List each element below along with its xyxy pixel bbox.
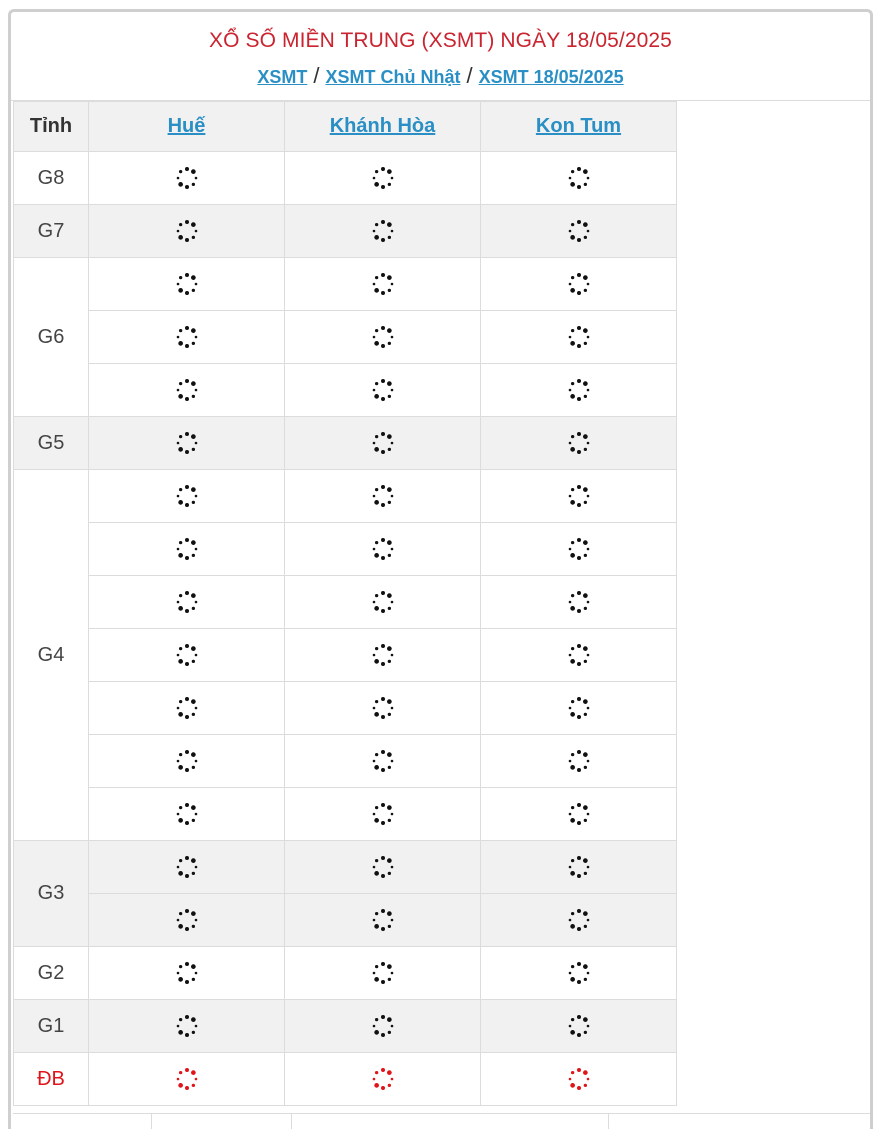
prize-label: ĐB (14, 1053, 89, 1106)
loading-spinner-icon (566, 748, 592, 774)
loading-spinner-icon (174, 695, 200, 721)
loading-spinner-icon (370, 748, 396, 774)
loading-spinner-icon (370, 165, 396, 191)
result-cell-hue (89, 205, 285, 258)
loading-spinner-icon (566, 324, 592, 350)
loading-spinner-icon (566, 801, 592, 827)
result-cell-kon-tum (481, 417, 677, 470)
results-table (13, 101, 677, 1106)
page-title: XỔ SỐ MIỀN TRUNG (XSMT) NGÀY 18/05/2025 (209, 29, 672, 52)
result-cell-kon-tum (481, 152, 677, 205)
prize-label: G6 (14, 258, 89, 417)
table-row (14, 894, 677, 947)
result-cell-khanh-hoa (285, 311, 481, 364)
loading-spinner-icon (174, 483, 200, 509)
loading-spinner-icon (370, 483, 396, 509)
loading-spinner-icon (174, 1013, 200, 1039)
result-cell-khanh-hoa (285, 682, 481, 735)
result-cell-hue (89, 258, 285, 311)
result-cell-kon-tum (481, 735, 677, 788)
result-cell-khanh-hoa (285, 258, 481, 311)
table-row (14, 470, 677, 523)
column-header-hue (89, 102, 285, 152)
result-cell-khanh-hoa (285, 629, 481, 682)
loading-spinner-icon (566, 483, 592, 509)
table-row (14, 788, 677, 841)
result-cell-kon-tum (481, 576, 677, 629)
loading-spinner-icon (174, 377, 200, 403)
result-cell-kon-tum (481, 523, 677, 576)
result-cell-hue (89, 788, 285, 841)
loading-spinner-icon (566, 218, 592, 244)
result-cell-kon-tum (481, 258, 677, 311)
result-cell-kon-tum (481, 311, 677, 364)
breadcrumb-link-xsmt[interactable]: XSMT (257, 67, 308, 87)
result-cell-kon-tum (481, 841, 677, 894)
table-row (14, 523, 677, 576)
breadcrumb (11, 64, 870, 89)
loading-spinner-icon (370, 642, 396, 668)
loading-spinner-icon (174, 589, 200, 615)
loading-spinner-icon (370, 1066, 396, 1092)
result-cell-khanh-hoa (285, 788, 481, 841)
loading-spinner-icon (566, 907, 592, 933)
next-table-edge (13, 1113, 873, 1129)
result-cell-hue (89, 1053, 285, 1106)
loading-spinner-icon (174, 165, 200, 191)
loading-spinner-icon (566, 377, 592, 403)
breadcrumb-separator: / (313, 63, 320, 88)
table-row (14, 205, 677, 258)
result-cell-kon-tum (481, 470, 677, 523)
province-link-kon-tum[interactable]: Kon Tum (535, 115, 622, 137)
results-header (11, 12, 870, 101)
result-cell-hue (89, 311, 285, 364)
loading-spinner-icon (566, 960, 592, 986)
loading-spinner-icon (566, 589, 592, 615)
prize-label: G3 (14, 841, 89, 947)
loading-spinner-icon (370, 907, 396, 933)
result-cell-kon-tum (481, 894, 677, 947)
result-cell-kon-tum (481, 364, 677, 417)
table-row (14, 364, 677, 417)
result-cell-kon-tum (481, 1053, 677, 1106)
loading-spinner-icon (370, 430, 396, 456)
loading-spinner-icon (370, 271, 396, 297)
result-cell-hue (89, 364, 285, 417)
result-cell-hue (89, 629, 285, 682)
result-cell-khanh-hoa (285, 735, 481, 788)
breadcrumb-separator: / (466, 63, 473, 88)
loading-spinner-icon (174, 960, 200, 986)
result-cell-hue (89, 470, 285, 523)
loading-spinner-icon (370, 801, 396, 827)
result-cell-kon-tum (481, 947, 677, 1000)
prize-label: G2 (14, 947, 89, 1000)
loading-spinner-icon (370, 324, 396, 350)
breadcrumb-link-xsmt-date[interactable]: XSMT 18/05/2025 (478, 67, 624, 87)
result-cell-khanh-hoa (285, 523, 481, 576)
loading-spinner-icon (174, 801, 200, 827)
table-row (14, 576, 677, 629)
result-cell-khanh-hoa (285, 1000, 481, 1053)
province-link-hue[interactable]: Huế (167, 115, 206, 137)
result-cell-hue (89, 523, 285, 576)
table-row (14, 841, 677, 894)
table-row (14, 735, 677, 788)
table-row (14, 1053, 677, 1106)
results-body (14, 152, 677, 1106)
loading-spinner-icon (566, 430, 592, 456)
results-panel (8, 9, 873, 1129)
loading-spinner-icon (370, 536, 396, 562)
result-cell-kon-tum (481, 682, 677, 735)
loading-spinner-icon (174, 1066, 200, 1092)
result-cell-khanh-hoa (285, 470, 481, 523)
table-row (14, 311, 677, 364)
result-cell-hue (89, 152, 285, 205)
result-cell-khanh-hoa (285, 894, 481, 947)
prize-label: G7 (14, 205, 89, 258)
loading-spinner-icon (370, 218, 396, 244)
result-cell-hue (89, 947, 285, 1000)
loading-spinner-icon (174, 430, 200, 456)
result-cell-khanh-hoa (285, 947, 481, 1000)
loading-spinner-icon (566, 854, 592, 880)
result-cell-hue (89, 735, 285, 788)
loading-spinner-icon (370, 695, 396, 721)
table-row (14, 417, 677, 470)
loading-spinner-icon (174, 218, 200, 244)
result-cell-khanh-hoa (285, 1053, 481, 1106)
table-row (14, 947, 677, 1000)
result-cell-kon-tum (481, 205, 677, 258)
loading-spinner-icon (566, 1066, 592, 1092)
loading-spinner-icon (370, 377, 396, 403)
prize-label: G4 (14, 470, 89, 841)
divider (291, 1114, 292, 1129)
loading-spinner-icon (566, 642, 592, 668)
result-cell-hue (89, 841, 285, 894)
table-row (14, 152, 677, 205)
loading-spinner-icon (370, 960, 396, 986)
loading-spinner-icon (566, 536, 592, 562)
loading-spinner-icon (370, 854, 396, 880)
loading-spinner-icon (370, 1013, 396, 1039)
loading-spinner-icon (566, 1013, 592, 1039)
result-cell-hue (89, 682, 285, 735)
loading-spinner-icon (566, 165, 592, 191)
loading-spinner-icon (174, 642, 200, 668)
result-cell-kon-tum (481, 1000, 677, 1053)
result-cell-khanh-hoa (285, 841, 481, 894)
loading-spinner-icon (566, 695, 592, 721)
result-cell-khanh-hoa (285, 152, 481, 205)
result-cell-khanh-hoa (285, 576, 481, 629)
result-cell-hue (89, 894, 285, 947)
province-link-khanh-hoa[interactable]: Khánh Hòa (329, 115, 436, 137)
table-row (14, 629, 677, 682)
divider (608, 1114, 609, 1129)
result-cell-khanh-hoa (285, 205, 481, 258)
loading-spinner-icon (174, 748, 200, 774)
column-header-khanh-hoa (285, 102, 481, 152)
table-row (14, 1000, 677, 1053)
result-cell-khanh-hoa (285, 417, 481, 470)
loading-spinner-icon (370, 589, 396, 615)
result-cell-hue (89, 1000, 285, 1053)
table-row (14, 682, 677, 735)
result-cell-hue (89, 417, 285, 470)
result-cell-hue (89, 576, 285, 629)
loading-spinner-icon (174, 854, 200, 880)
prize-label: G1 (14, 1000, 89, 1053)
column-header-province: Tỉnh (14, 102, 89, 152)
divider (151, 1114, 152, 1129)
table-header-row (14, 102, 677, 152)
breadcrumb-link-xsmt-chu-nhat[interactable]: XSMT Chủ Nhật (325, 67, 461, 87)
result-cell-kon-tum (481, 788, 677, 841)
loading-spinner-icon (174, 907, 200, 933)
prize-label: G5 (14, 417, 89, 470)
loading-spinner-icon (174, 324, 200, 350)
result-cell-khanh-hoa (285, 364, 481, 417)
result-cell-kon-tum (481, 629, 677, 682)
prize-label: G8 (14, 152, 89, 205)
loading-spinner-icon (174, 536, 200, 562)
loading-spinner-icon (174, 271, 200, 297)
table-row (14, 258, 677, 311)
loading-spinner-icon (566, 271, 592, 297)
column-header-kon-tum (481, 102, 677, 152)
